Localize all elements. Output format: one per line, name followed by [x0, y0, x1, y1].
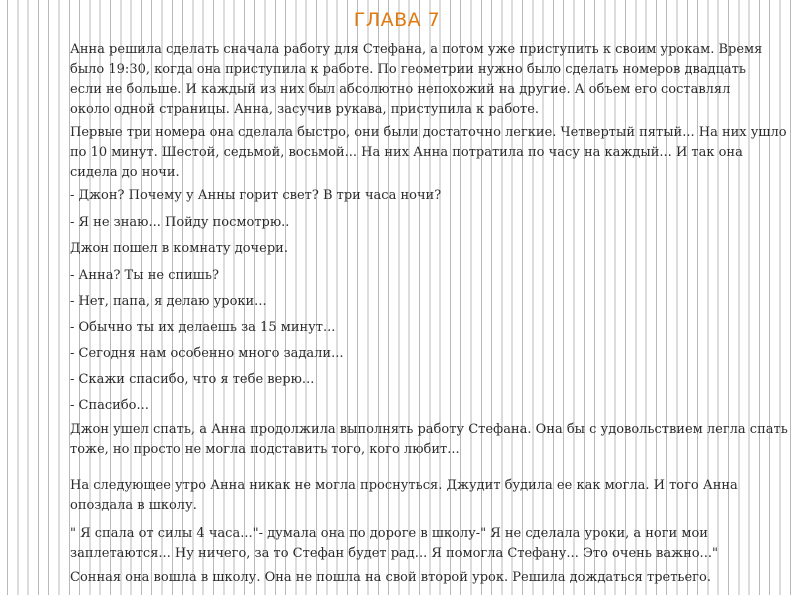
text-line: Джон пошел в комнату дочери. [70, 241, 288, 256]
text-line: сидела до ночи. [70, 165, 180, 180]
text-line: " Я спала от силы 4 часа..."- думала она по дороге в школу-" Я не сделала уроки, а ноги мои [70, 526, 708, 541]
text-line: заплетаются... Ну ничего, за то Стефан будет рад... Я помогла Стефану... Это очень важно..." [70, 546, 718, 561]
text-line: по 10 минут. Шестой, седьмой, восьмой... На них Анна потратила по часу на каждый... И так она [70, 145, 743, 160]
paragraph [70, 420, 794, 460]
text-line: - Скажи спасибо, что я тебе верю... [70, 372, 315, 387]
text-line: если не больше. И каждый из них был абсолютно непохожий на другие. А объем его составлял [70, 82, 731, 97]
text-line: - Обычно ты их делаешь за 15 минут... [70, 320, 336, 335]
dialogue-line [70, 186, 794, 206]
text-line: было 19:30, когда она приступила к работе. По геометрии нужно было сделать номеров двадцать [70, 62, 746, 77]
paragraph [70, 476, 794, 516]
text-line: - Я не знаю... Пойду посмотрю.. [70, 215, 290, 230]
text-line: Сонная она вошла в школу. Она не пошла на свой второй урок. Решила дождаться третьего. [70, 570, 711, 585]
dialogue-line [70, 370, 794, 390]
text-line: - Анна? Ты не спишь? [70, 268, 219, 283]
dialogue-line [70, 292, 794, 312]
text-line: - Спасибо... [70, 398, 149, 413]
paragraph [70, 40, 794, 120]
paragraph [70, 524, 794, 564]
dialogue-line [70, 266, 794, 286]
text-line: Первые три номера она сделала быстро, они были достаточно легкие. Четвертый пятый... На них ушло [70, 125, 787, 140]
paragraph [70, 568, 794, 588]
paragraph [70, 123, 794, 183]
chapter-title: ГЛАВА 7 [353, 9, 441, 31]
dialogue-line [70, 396, 794, 416]
text-line: - Сегодня нам особенно много задали... [70, 346, 344, 361]
dialogue-line [70, 213, 794, 233]
text-line: Джон ушел спать, а Анна продолжила выполнять работу Стефана. Она бы с удовольствием легла спать [70, 422, 788, 437]
dialogue-line [70, 318, 794, 338]
text-line: Анна решила сделать сначала работу для Стефана, а потом уже приступить к своим урокам. Время [70, 42, 763, 57]
text-line: - Джон? Почему у Анны горит свет? В три часа ночи? [70, 188, 442, 203]
text-line: На следующее утро Анна никак не могла проснуться. Джудит будила ее как могла. И того Анна [70, 478, 738, 493]
text-line: - Нет, папа, я делаю уроки... [70, 294, 267, 309]
text-line: около одной страницы. Анна, засучив рукава, приступила к работе. [70, 102, 540, 117]
dialogue-line [70, 344, 794, 364]
text-line: тоже, но просто не могла подставить того, кого любит... [70, 442, 460, 457]
paragraph [70, 239, 794, 259]
text-line: опоздала в школу. [70, 498, 197, 513]
